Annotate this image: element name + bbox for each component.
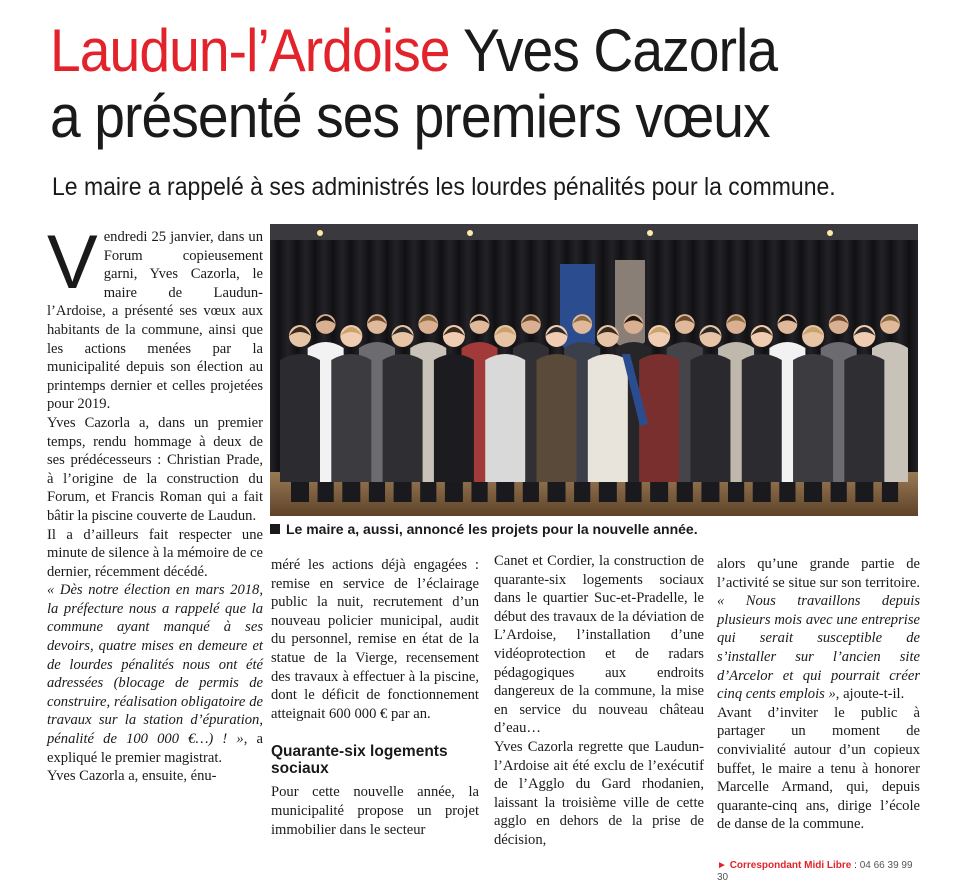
article-column-2 bbox=[271, 556, 479, 839]
headline-line1: Yves Cazorla bbox=[449, 17, 778, 84]
paragraph-closing: Avant d’inviter le public à partager un moment de convivialité autour d’un copieux buffet, le maire a tenu à honorer Marcelle Armand, qui, depuis quarante-cinq ans, dirige l’école de danse de la commune. bbox=[717, 704, 920, 833]
section-subhead: Quarante-six logements sociaux bbox=[271, 743, 448, 778]
caption-text: Le maire a, aussi, annoncé les projets pour la nouvelle année. bbox=[286, 521, 698, 537]
paragraph-activity bbox=[717, 555, 920, 704]
paragraph-agglo: Yves Cazorla regrette que Laudun-l’Ardoise ait été exclu de l’exécutif de l’Agglo du Gard rhodanien, laissant la troisième ville de cette agglo en dehors de la prise de décision, bbox=[494, 738, 704, 848]
quote-attribution-2: , ajoute-t-il. bbox=[835, 686, 905, 703]
paragraph-projects-list: Canet et Cordier, la construction de quarante-six logements sociaux dans le quartier Suc-et-Pradelle, le début des travaux de la déviation de L’Ardoise, l’installation d’une vidéoprotection et de radars pédagogiques aux endroits dangereux de la commune, la mise en service du nouveau château d’eau… bbox=[494, 553, 704, 737]
article-column-4 bbox=[717, 555, 920, 834]
photo-illustration bbox=[270, 224, 918, 516]
byline-arrow-icon: ► bbox=[717, 860, 727, 871]
paragraph-quote bbox=[47, 581, 263, 767]
paragraph-projects: Pour cette nouvelle année, la municipalité propose un projet immobilier dans le secteur bbox=[271, 784, 479, 838]
quote-prefecture: « Dès notre élection en mars 2018, la préfecture nous a rappelé que la commune ayant manqué à ses devoirs, quatre mises en demeure et de lourdes pénalités nous ont été adressées (blocage de permis de construire, réalisation obligatoire de travaux sur la station d’épuration, pénalité de 100 000 €…) ! » bbox=[47, 582, 263, 748]
byline-correspondent: Correspondant Midi Libre bbox=[729, 860, 852, 871]
caption-square-icon bbox=[270, 524, 280, 534]
paragraph-actions: méré les actions déjà engagées : remise en service de l’éclairage public la nuit, recrutement d’un nouveau policier municipal, audit du personnel, remise en état de la statue de la Vierge, recensement des travaux à effectuer à la piscine, dont le déficit de fonctionnement atteignait 600 000 € par an. bbox=[271, 557, 479, 722]
headline-kicker: Laudun-l’Ardoise bbox=[50, 17, 450, 84]
lead-text: endredi 25 janvier, dans un Forum copieusement garni, Yves Cazorla, le maire de Laudun-l’Ardoise, a présenté ses vœux aux habitants de la commune, ainsi que les actions menées par la municipalité depuis son élection au printemps dernier et celles projetées pour 2019. bbox=[47, 229, 263, 413]
byline-phone: 04 66 39 99 30 bbox=[717, 860, 913, 883]
subheadline: Le maire a rappelé à ses administrés les lourdes pénalités pour la commune. bbox=[52, 173, 836, 201]
quote-attribution: , a expliqué le premier magistrat. bbox=[47, 731, 263, 766]
drop-cap: V bbox=[47, 220, 98, 305]
headline-line2: a présenté ses premiers vœux bbox=[50, 83, 770, 150]
byline bbox=[717, 860, 922, 884]
byline-separator: : bbox=[851, 860, 860, 871]
paragraph-tribute: Yves Cazorla a, dans un premier temps, rendu hommage à deux de ses prédécesseurs : Christian Prade, à l’origine de la construction du Forum, et Francis Roman qui a fait bâtir la piscine couverte de Laudun. bbox=[47, 414, 263, 524]
headline bbox=[50, 18, 878, 150]
lead-paragraph bbox=[47, 220, 263, 414]
quote-arcelor: « Nous travaillons depuis plusieurs mois avec une entreprise qui serait susceptible de s’installer sur l’ancien site d’Arcelor et qui pourrait créer cinq cents emplois » bbox=[717, 593, 920, 703]
paragraph-silence: Il a d’ailleurs fait respecter une minute de silence à la mémoire de ce dernier, récemment décédé. bbox=[47, 526, 263, 580]
photo-caption bbox=[270, 520, 918, 538]
paragraph-continues: Yves Cazorla a, ensuite, énu- bbox=[47, 768, 217, 785]
photo-group-stage bbox=[270, 224, 918, 516]
article-column-3 bbox=[494, 552, 704, 850]
activity-text: alors qu’une grande partie de l’activité se situe sur son territoire. bbox=[717, 556, 920, 591]
article-column-1 bbox=[47, 220, 263, 786]
